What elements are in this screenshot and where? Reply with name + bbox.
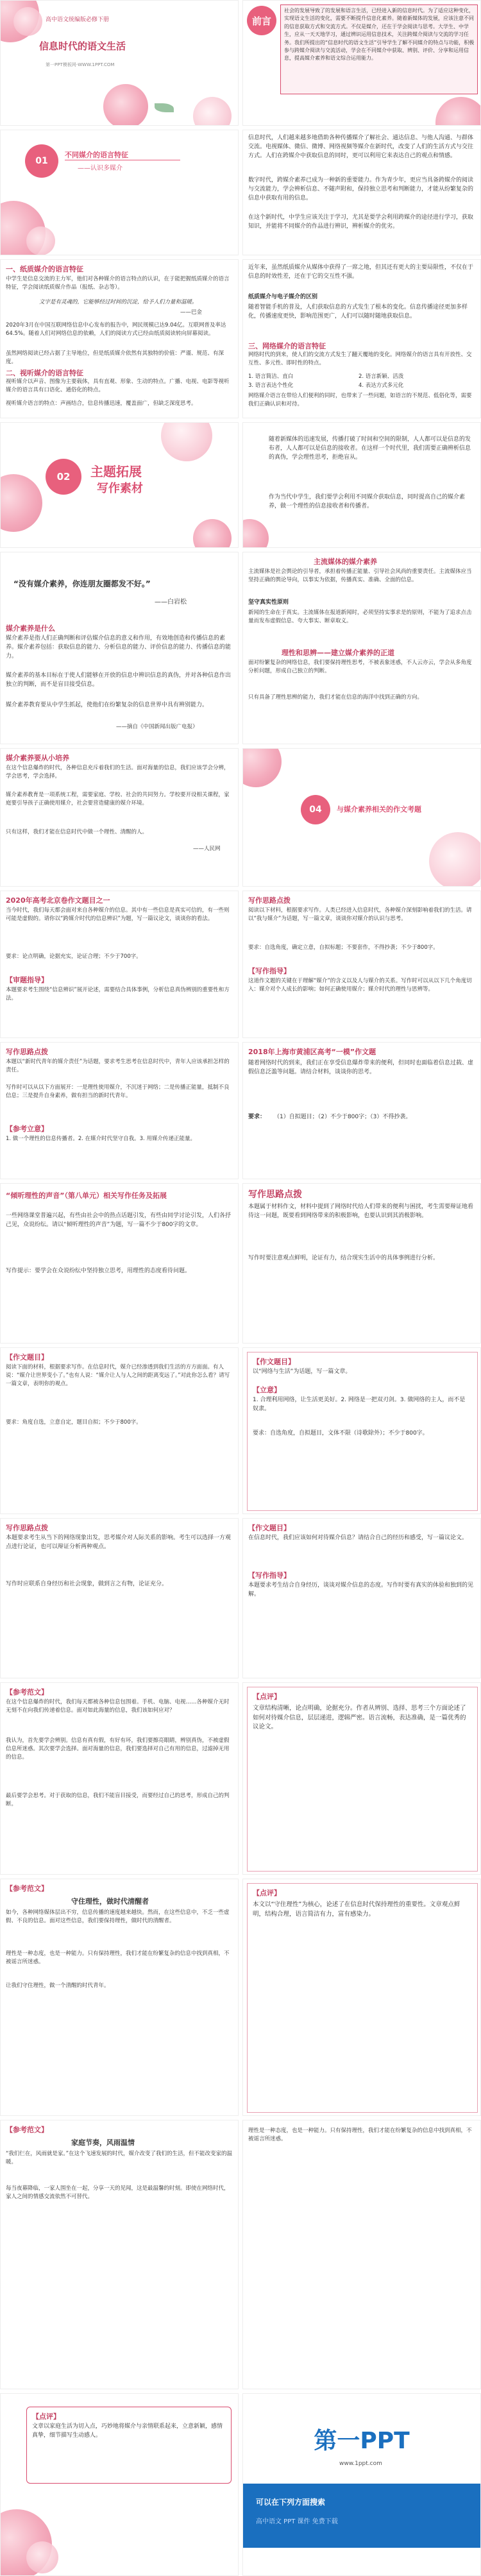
paragraph: 阅读以下材料，根据要求写作。人类已经进入信息时代，各种媒介深刻影响着我们的生活。请以“我与媒介”为话题，写一篇文章，谈谈你对媒介的认识与思考。: [248, 907, 472, 923]
section-heading: 主流媒体的媒介素养: [314, 558, 377, 566]
slide-essay-prompt-2[interactable]: [242, 1347, 481, 1514]
paragraph: 2020年3月在中国互联网络信息中心发布的报告中，网民规模已达9.04亿。互联网普及率达64.5%。随着人们对网络信息的依赖，人们的阅读方式已经由纸质阅读转向屏幕阅读。: [6, 322, 226, 337]
paragraph: 只有具备了理性思辨的能力，我们才能在信息的海洋中找到正确的方向。: [248, 694, 423, 701]
list-item: 4. 表达方式多元化: [359, 382, 404, 389]
paragraph: 随着智能手机的普及，人们获取信息的方式发生了根本的变化。信息传播途径更加多样化，传播速度更快，影响范围更广，人们可以随时随地获取信息。: [248, 304, 468, 320]
paragraph: 理性是一种态度，也是一种能力。只有保持理性，我们才能在纷繁复杂的信息中找到真相，不被谣言所迷惑。: [248, 2128, 472, 2143]
paragraph-highlight: 坚守真实性原则: [248, 599, 289, 606]
section-heading: 理性和思辨——建立媒介素养的正道: [282, 649, 394, 657]
paragraph: 本文以“守住理性”为核心，论述了在信息时代保持理性的重要性。文章观点鲜明，结构合理，语言简洁有力，富有感染力。: [253, 1901, 460, 1918]
flower-decoration: [193, 97, 232, 126]
slide-title[interactable]: [0, 0, 239, 126]
section-subtitle: 写作素材: [97, 482, 143, 495]
section-heading: 【参考范文】: [6, 2126, 48, 2134]
slide-section-02[interactable]: [0, 422, 239, 548]
comment-box: [26, 2407, 232, 2484]
paragraph: 要求：论点明确，论据充实，论证合理；不少于700字。: [6, 953, 142, 960]
slide-media-literacy[interactable]: [0, 552, 239, 744]
slide-sample-essay-3[interactable]: [0, 2120, 239, 2389]
section-number: 02: [46, 459, 81, 495]
slide-paper-media[interactable]: [0, 259, 239, 418]
flower-decoration: [0, 474, 42, 532]
paragraph: 只有这样，我们才能在信息时代中做一个理性、清醒的人。: [6, 829, 148, 835]
flower-decoration: [161, 422, 212, 461]
banner-subtext: 高中语文 PPT 课件 免费下载: [256, 2518, 338, 2525]
section-heading: 写作思路点拨: [248, 896, 291, 905]
logo-banner: [243, 2484, 481, 2548]
paragraph: 我认为，首先要学会辨别。信息有真有假，有好有坏，我们要擦亮眼睛，辨别真伪，不被虚假信息所迷惑。其次要学会选择。面对海量的信息，我们要选择对自己有用的信息，过滤掉无用的信息。: [6, 1737, 230, 1761]
course-label: 高中语文统编版必修下册: [46, 17, 110, 23]
slide-section-01[interactable]: [0, 130, 239, 255]
paragraph: 写作时要注意观点鲜明，论证有力，结合现实生活中的具体事例进行分析。: [248, 1255, 439, 1261]
slide-preface[interactable]: [242, 0, 481, 126]
requirement: （1）自拟题目；（2）不少于800字；（3）不得抄袭。: [274, 1114, 412, 1120]
section-heading: 【参考范文】: [6, 1884, 48, 1893]
paragraph: 媒介素养教育要从中学生抓起，使他们在纷繁复杂的信息世界中具有辨别能力。: [6, 702, 208, 708]
paragraph: 阅读下面的材料，根据要求写作。在信息时代，媒介已经渗透到我们生活的方方面面。有人说：“媒介让世界变小了。”也有人说：“媒介让人与人之间的距离变远了。”对此你怎么看？请写一篇文章，表明你的观点。: [6, 1364, 230, 1388]
paragraph: 网络时代的到来，使人们的交流方式发生了翻天覆地的变化。网络媒介的语言具有开放性、交互性、多元性、即时性的特点。: [248, 352, 472, 367]
paragraph: 本题以“新时代青年的媒介责任”为话题，要求考生思考在信息时代中，青年人应该承担怎样的责任。: [6, 1059, 230, 1074]
section-number: 04: [301, 795, 330, 824]
section-heading: 媒介素养是什么: [6, 624, 55, 633]
flower-decoration: [26, 2541, 58, 2573]
paragraph: 在这个新时代，中学生应该关注于学习，尤其是要学会利用跨媒介的途径进行学习，获取知识，并能将不同媒介的作品进行辨识，辨析媒介的优劣。: [248, 214, 474, 230]
paragraph: 本题属于材料作文，材料中提到了网络时代给人们带来的便利与困扰，考生需要辩证地看待这一问题，既要看到网络带来的积极影响，也要认识到其消极影响。: [248, 1204, 474, 1219]
section-heading: 写作思路点拨: [6, 1048, 48, 1056]
slide-beijing-exam[interactable]: [0, 891, 239, 1038]
paragraph: 在这个信息爆炸的时代，各种信息充斥着我们的生活。面对海量的信息，我们应该学会分辨，学会思考，学会选择。: [6, 765, 230, 780]
content-box: [247, 1883, 478, 2113]
slide-reason-task[interactable]: [0, 1183, 239, 1343]
section-heading: 三、网络媒介的语言特征: [248, 342, 326, 350]
section-heading: 【写作指导】: [248, 1571, 291, 1580]
paragraph: 要求：自选角度，自拟题目，文体不限（诗歌除外）；不少于800字。: [253, 1430, 428, 1437]
preface-badge: 前言: [247, 6, 276, 35]
preface-box: [280, 4, 478, 94]
logo-text: 第一PPT: [314, 2427, 410, 2454]
section-subtitle: ——认识多媒介: [78, 165, 122, 172]
paragraph: 理性是一种态度，也是一种能力。只有保持理性，我们才能在纷繁复杂的信息中找到真相，不被谣言所迷惑。: [6, 1950, 230, 1966]
content-box: [247, 1687, 478, 1872]
paragraph: 以“网络与生活”为话题，写一篇文章。: [253, 1369, 351, 1375]
paragraph: “我们仨在，风雨就是家。”在这个飞速发展的时代，媒介改变了我们的生活，但不能改变家的温暖。: [6, 2151, 233, 2166]
slide-sample-essay-2[interactable]: [0, 1879, 239, 2116]
paragraph: 本题要求考生从当下的网络现象出发，思考媒介对人际关系的影响。考生可以选择一方观点进行论证，也可以辩证分析两种观点。: [6, 1535, 232, 1550]
slide-info-era[interactable]: [242, 130, 481, 255]
section-heading: 【作文题目】: [248, 1524, 291, 1532]
quote: “没有媒介素养，你连朋友圈都发不好。”: [13, 579, 151, 588]
paragraph: 让我们守住理性，做一个清醒的时代青年。: [6, 1983, 110, 1989]
paragraph: 在信息时代，我们应该如何对待媒介信息？请结合自己的经历和感受，写一篇议论文。: [248, 1535, 468, 1541]
paragraph: 每当夜幕降临，一家人围坐在一起，分享一天的见闻，这是最温馨的时刻。即使在网络时代，家人之间的情感交流依然不可替代。: [6, 2185, 230, 2201]
paragraph: 写作时应联系自身经历和社会现象，做到言之有物，论证充分。: [6, 1581, 168, 1587]
paragraph: 本题要求考生结合自身经历，谈谈对媒介信息的态度。写作时要有真实的体验和独到的见解。: [248, 1582, 474, 1598]
section-title: 不同媒介的语言特征: [65, 151, 128, 159]
paragraph: 这道作文题的关键在于理解“媒介”的含义以及人与媒介的关系。写作时可以从以下几个角度切入：媒介对个人成长的影响；如何正确使用媒介；媒介时代的理性与思辨等。: [248, 978, 472, 993]
flower-decoration: [242, 519, 269, 548]
leaf-decoration: [155, 103, 174, 112]
slide-writing-guide-4[interactable]: [0, 1518, 239, 1678]
section-heading: 【写作指导】: [248, 967, 291, 975]
section-heading: 【参考立意】: [6, 1125, 48, 1133]
paragraph-highlight: 数字时代，跨媒介素养已成为一种新的重要能力。作为青少年，更应当具备跨媒介的阅读与交流能力，学会辨析信息、不随声附和，保持独立思考和判断能力，才能从纷繁复杂的信息中获取有用的信息。: [248, 177, 474, 201]
flower-decoration: [103, 84, 148, 126]
section-heading: “倾听理性的声音”（第八单元）相关写作任务及拓展: [6, 1191, 167, 1200]
section-heading: 媒介素养要从小培养: [6, 754, 69, 762]
paragraph: 写作提示：要学会在众说纷纭中坚持独立思考，用理性的态度看待问题。: [6, 1268, 191, 1274]
slide-writing-guide-1[interactable]: [242, 891, 481, 1038]
paragraph: 文章结构清晰，论点明确，论据充分。作者从辨别、选择、思考三个方面论述了如何对待媒介信息，层层递进，逻辑严密。语言流畅，表达准确，是一篇优秀的议论文。: [253, 1705, 466, 1731]
content-box: [247, 1352, 478, 1511]
slide-shanghai-exam[interactable]: [242, 1042, 481, 1179]
list-item: 3. 语言表达个性化: [248, 382, 294, 389]
slide-media-education[interactable]: [0, 748, 239, 887]
paragraph: 新闻的生命在于真实。主流媒体在报道新闻时，必须坚持实事求是的原则，不能为了追求点击量而发布虚假信息、夸大事实、断章取义。: [248, 610, 472, 625]
slide-sample-essay-3-cont[interactable]: [242, 2120, 481, 2389]
paragraph: 在这个信息爆炸的时代，我们每天都被各种信息包围着。手机、电脑、电视……各种媒介无时无刻不在向我们传递着信息。面对如此海量的信息，我们该如何应对？: [6, 1699, 230, 1714]
slide-section-04[interactable]: [242, 748, 481, 887]
paragraph: 面对纷繁复杂的网络信息，我们要保持理性思考，不被表象迷惑，不人云亦云，学会从多角度分析问题，形成自己独立的判断。: [248, 660, 472, 675]
slide-comment-1[interactable]: [242, 1682, 481, 1875]
flower-decoration: [242, 748, 282, 787]
paragraph: 随着网络时代的到来，我们正在享受信息爆炸带来的便利，但同时也面临着信息过载、虚假信息泛滥等问题。请结合材料，谈谈你的思考。: [248, 1060, 474, 1075]
paragraph: 要求：自选角度，确定立意，自拟标题；不要套作，不得抄袭；不少于800字。: [248, 944, 439, 951]
paragraph: 媒介素养是指人们正确判断和评估媒介信息的意义和作用，有效地创造和传播信息的素养。媒介素养包括：获取信息的能力、分析信息的能力、评价信息的能力、传播信息的能力。: [6, 635, 232, 660]
section-heading: 2020年高考北京卷作文题目之一: [6, 896, 110, 905]
paragraph: 当今时代，我们每天都会面对来自各种媒介的信息。其中有一些信息是真实可信的，有一些则可能是虚假的。请你以“跨媒介时代的信息辨识”为题，写一篇议论文，谈谈你的看法。: [6, 907, 230, 923]
paragraph-highlight: 纸质媒介与电子媒介的区别: [248, 294, 318, 300]
flower-decoration: [429, 832, 481, 887]
section-heading: 【点评】: [32, 2412, 60, 2421]
slide-essay-prompt-1[interactable]: [0, 1347, 239, 1514]
essay-title: 家庭节奏，风雨温情: [71, 2138, 135, 2147]
section-heading: 【参考范文】: [6, 1688, 48, 1696]
page-title: 信息时代的语文生活: [39, 40, 126, 52]
preface-text: 社会的发展导致了的发展和语言生活，已经进入新的信息时代。为了适应这种变化，实现语文生活的变化，需要不断提升信息化素养。随着新媒体的发展，应该注意不同的信息获取方式和交流方式。不仅是媒介，还在于学会阅读与思考。大学生、中学生，应从一天天地学习，通过辨识运用信息技术，关注跨媒介阅读与交流的学习任务。我们所提出的“信息时代的语文生活”引导学生了解不同媒介的特点与功能，积极参与跨媒介阅读与交流活动，学会在不同媒介中获取、辨别、评价、分享和运用信息，提高媒介素养和语文综合运用能力。: [284, 8, 475, 62]
slide-theme-text[interactable]: [242, 422, 481, 548]
section-number: 01: [25, 144, 58, 178]
flower-decoration: [26, 226, 55, 255]
paragraph: 1. 做一个理性的信息传播者。2. 在媒介时代坚守自我。3. 用媒介传递正能量。: [6, 1136, 196, 1142]
flower-decoration: [435, 97, 481, 126]
requirement-label: 要求：: [248, 1114, 266, 1120]
slide-network-media[interactable]: [242, 259, 481, 418]
paragraph: 视听媒介语言的特点：声画结合，信息传播迅速，覆盖面广，但缺乏深度思考。: [6, 400, 197, 407]
paragraph: 随着新媒体的迅速发展，传播打破了时间和空间的限制，人人都可以是信息的发布者，人人都可以是信息的接收者。在这样一个时代里，我们需要正确辨析信息的真伪，学会理性思考，拒绝盲从。: [269, 436, 471, 461]
slide-sample-essay-1[interactable]: [0, 1682, 239, 1875]
slide-essay-prompt-3[interactable]: [242, 1518, 481, 1678]
quote: 文字是有灵魂的，它能够经过时间的沉淀，给予人们力量和温暖。: [39, 299, 198, 305]
paragraph: 主流媒体是社会舆论的引导者，承担着传播正能量、引导社会风尚的重要责任。主流媒体应当坚持正确的舆论导向，以事实为依据，传播真实、准确、全面的信息。: [248, 568, 472, 584]
essay-title: 守住理性，做时代清醒者: [71, 1897, 149, 1906]
paragraph: 中学生是信息交流的主力军，他们对各种媒介的语言特点的认识，在于能把握纸质媒介的语言特征，学会阅读纸质媒介作品（报纸、杂志等）。: [6, 276, 230, 291]
section-heading: 写作思路点拨: [248, 1190, 302, 1200]
paragraph: 要求：角度自选，立意自定，题目自拟；不少于800字。: [6, 1419, 142, 1426]
slide-final-comment[interactable]: [0, 2393, 239, 2576]
paragraph: 媒介素养教育是一项系统工程，需要家庭、学校、社会的共同努力。学校要开设相关课程，家庭要引导孩子正确使用媒介，社会要营造健康的媒介环境。: [6, 792, 230, 807]
template-url: 第一PPT模板网-WWW.1PPT.COM: [46, 62, 115, 67]
section-heading: 一、纸质媒介的语言特征: [6, 265, 83, 273]
paragraph: 作为当代中学生，我们要学会利用不同媒介获取信息，同时提高自己的媒介素养，做一个理性的信息接收者和传播者。: [269, 494, 466, 509]
list-item: 2. 语言新颖、活泼: [359, 373, 404, 380]
flower-decoration: [193, 519, 232, 548]
paragraph: 视听媒介以声音、图像为主要载体，具有直观、形象、生动的特点。广播、电视、电影等视听媒介的语言具有口语化、通俗化的特点。: [6, 379, 230, 394]
paragraph: 媒介素养的基本目标在于使人们能够在开放的信息中辨识信息的真伪，并对各种信息作出独立的判断，而不是盲目接受信息。: [6, 672, 232, 688]
section-heading: 【点评】: [253, 1693, 281, 1701]
paragraph: 最后要学会思考。对于获取的信息，我们不能盲目接受，而要经过自己的思考，形成自己的判断。: [6, 1793, 230, 1808]
section-heading: 二、视听媒介的语言特征: [6, 369, 83, 377]
section-heading: 【立意】: [253, 1386, 281, 1394]
slide-logo[interactable]: [242, 2393, 481, 2576]
section-heading: 写作思路点拨: [6, 1524, 48, 1532]
banner-text: 可以在下列方面搜索: [256, 2498, 326, 2507]
section-heading: 2018年上海市黄浦区高考“一模”作文题: [248, 1048, 376, 1056]
slide-writing-guide-2[interactable]: [0, 1042, 239, 1179]
section-title: 与媒介素养相关的作文考题: [337, 805, 421, 814]
section-title: 主题拓展: [90, 464, 142, 479]
quote-source: ——巴金: [180, 309, 203, 316]
section-heading: 【作文题目】: [253, 1358, 295, 1366]
source: ——摘自《中国新闻出版广电报》: [116, 724, 198, 730]
paragraph: 写作时可以从以下方面展开：一是理性使用媒介，不沉迷于网络；二是传播正能量，抵制不良信息；三是提升自身素养，做有担当的新时代青年。: [6, 1084, 230, 1100]
logo-url: www.1ppt.com: [339, 2461, 382, 2467]
list-item: 1. 语言简洁、直白: [248, 373, 294, 380]
paragraph-highlight: 虽然网络阅读已经占据了主导地位，但是纸质媒介依然有其独特的价值：严谨、规范、有深度。: [6, 350, 224, 366]
paragraph: 信息时代，人们越来越多地借助各种传播媒介了解社会、通达信息、与他人沟通、与群体交流。电视媒体、微信、微博、网络视频等媒介在新时代，改变了人们的生活方式与交往方式。人们在跨媒介中获取信息的同时，更可以利用它来表达自己的观点和情感。: [248, 135, 474, 159]
section-heading: 【审题指导】: [6, 976, 48, 984]
slide-mainstream-media[interactable]: [242, 552, 481, 744]
paragraph: 近年来，虽然纸质媒介从媒体中获得了一席之地，但其还有更大的主要局限性，不仅在于信息的时效性差，还在于它的交互性不强。: [248, 264, 474, 280]
quote-source: ——白岩松: [155, 599, 187, 606]
paragraph: 一些网络课堂普遍兴起，有些由社会中的热点话题引发，有些由同学讨论引发，人们各抒己见，众说纷纭。请以“倾听理性的声音”为题，写一篇不少于800字的文章。: [6, 1213, 232, 1228]
paragraph: 如今，各种网络媒体层出不穷，信息传播的速度越来越快。然而，在这些信息中，不乏一些虚假、不良的信息。面对这些信息，我们要保持理性，做时代的清醒者。: [6, 1909, 230, 1925]
paragraph: 网络媒介语言在带给人们便利的同时，也带来了一些问题，如语言的不规范、低俗化等，需要我们正确认识和对待。: [248, 393, 472, 408]
paragraph: 本题要求考生围绕“信息辨识”展开论述，需要结合具体事例，分析信息真伪辨别的重要性和方法。: [6, 987, 230, 1002]
section-heading: 【作文题目】: [6, 1353, 48, 1361]
paragraph: 文章以家庭生活为切入点，巧妙地将媒介与亲情联系起来，立意新颖，感情真挚，细节描写生动感人。: [32, 2423, 223, 2439]
source: ——人民网: [193, 846, 221, 852]
slide-comment-2[interactable]: [242, 1879, 481, 2116]
section-heading: 【点评】: [253, 1889, 281, 1897]
slide-writing-guide-3[interactable]: [242, 1183, 481, 1343]
brand-logo: [282, 2419, 442, 2458]
flower-decoration: [13, 7, 42, 36]
paragraph: 1. 合理利用网络，让生活更美好。2. 网络是一把双刃剑。3. 做网络的主人，而不是奴隶。: [253, 1397, 466, 1412]
